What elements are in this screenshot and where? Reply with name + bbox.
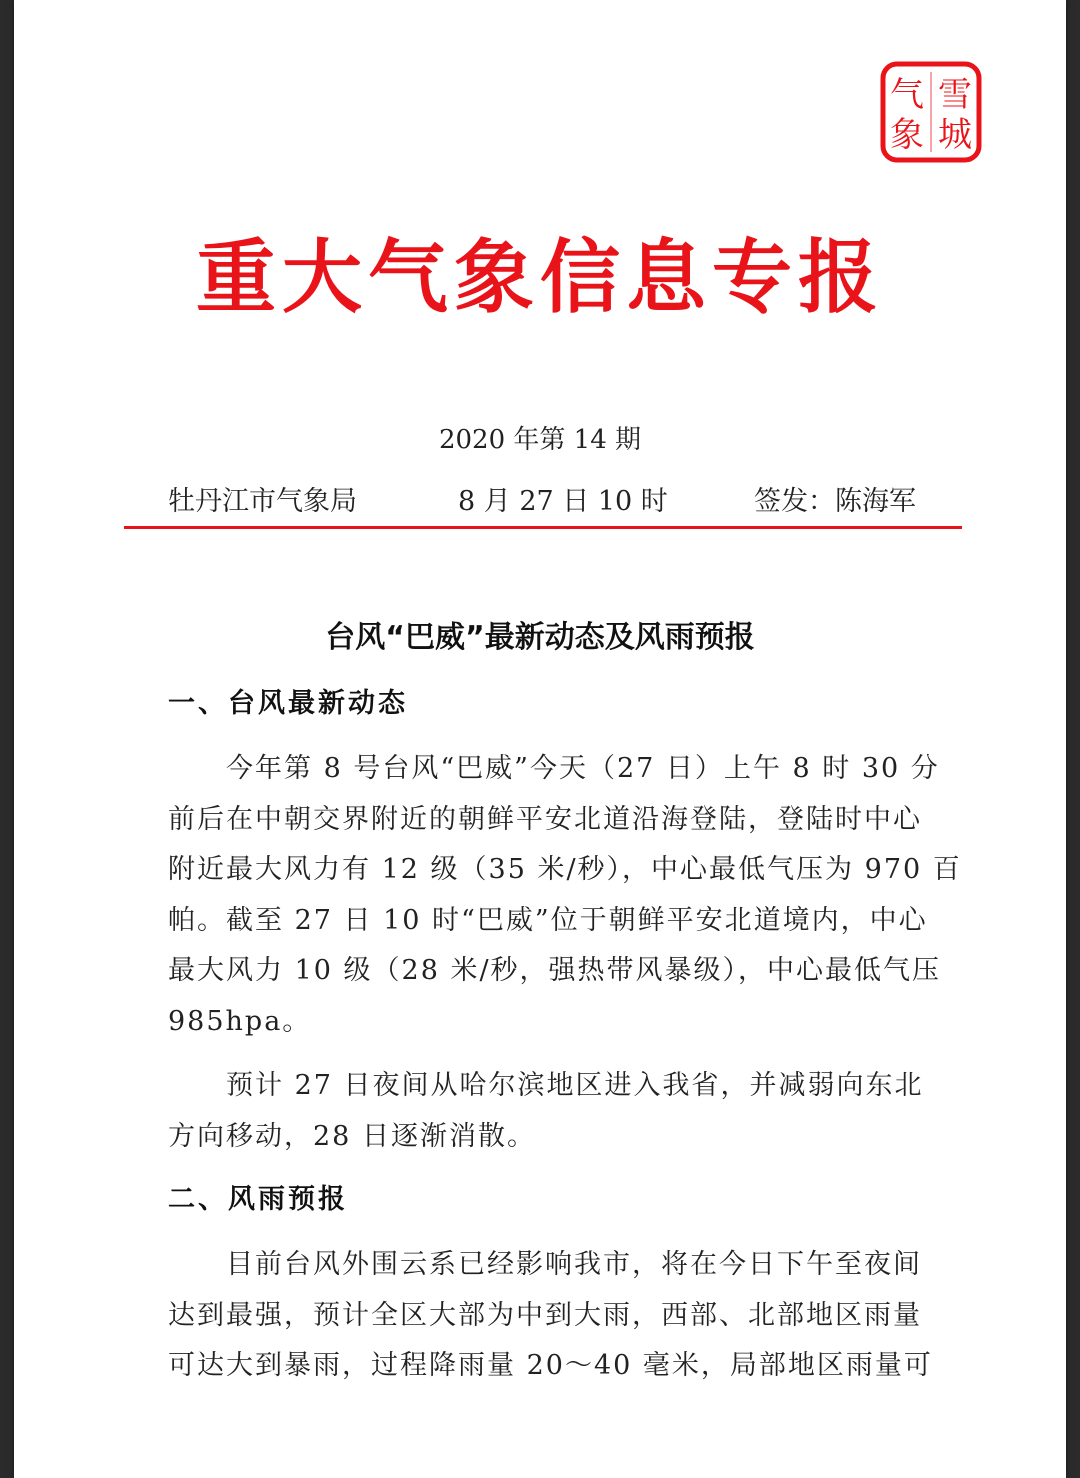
section-2-paragraph-1	[168, 1240, 933, 1392]
document-title: 台风“巴威”最新动态及风雨预报	[325, 620, 755, 655]
section-1-paragraph-2	[168, 1061, 924, 1162]
paragraph-line: 预计 27 日夜间从哈尔滨地区进入我省，并减弱向东北	[226, 1070, 924, 1101]
paragraph-line: 帕。截至 27 日 10 时“巴威”位于朝鲜平安北道境内，中心	[168, 904, 928, 936]
paragraph-line: 前后在中朝交界附近的朝鲜平安北道沿海登陆，登陆时中心	[168, 803, 922, 835]
section-1-heading: 一、台风最新动态	[168, 688, 408, 719]
paragraph-line: 方向移动，28 日逐渐消散。	[168, 1120, 536, 1152]
seal-char-4: 象	[890, 115, 924, 155]
section-1-paragraph-1	[168, 744, 962, 1047]
seal-stamp-graphic	[879, 60, 983, 164]
seal-char-3: 气	[890, 75, 924, 115]
paragraph-line: 最大风力 10 级（28 米/秒，强热带风暴级），中心最低气压	[168, 955, 942, 986]
seal-stamp	[879, 60, 983, 164]
issuing-org: 牡丹江市气象局	[168, 486, 357, 517]
seal-char-1: 雪	[938, 75, 972, 115]
masthead-title: 重大气象信息专报	[196, 231, 884, 324]
paragraph-line: 目前台风外围云系已经影响我市，将在今日下午至夜间	[226, 1249, 922, 1280]
red-divider	[124, 526, 962, 529]
issue-number: 2020 年第 14 期	[438, 425, 642, 455]
paragraph-line: 可达大到暴雨，过程降雨量 20～40 毫米，局部地区雨量可	[168, 1350, 933, 1381]
seal-char-2: 城	[938, 115, 972, 155]
paragraph-line: 达到最强，预计全区大部为中到大雨，西部、北部地区雨量	[168, 1299, 922, 1331]
signer: 签发：陈海军	[754, 486, 916, 517]
section-2-heading: 二、风雨预报	[168, 1184, 348, 1215]
paragraph-line: 985hpa。	[168, 1005, 312, 1037]
issue-datetime: 8 月 27 日 10 时	[458, 486, 668, 517]
paragraph-line: 附近最大风力有 12 级（35 米/秒），中心最低气压为 970 百	[168, 854, 962, 885]
paragraph-line: 今年第 8 号台风“巴威”今天（27 日）上午 8 时 30 分	[226, 753, 940, 784]
document-page	[14, 0, 1066, 1478]
